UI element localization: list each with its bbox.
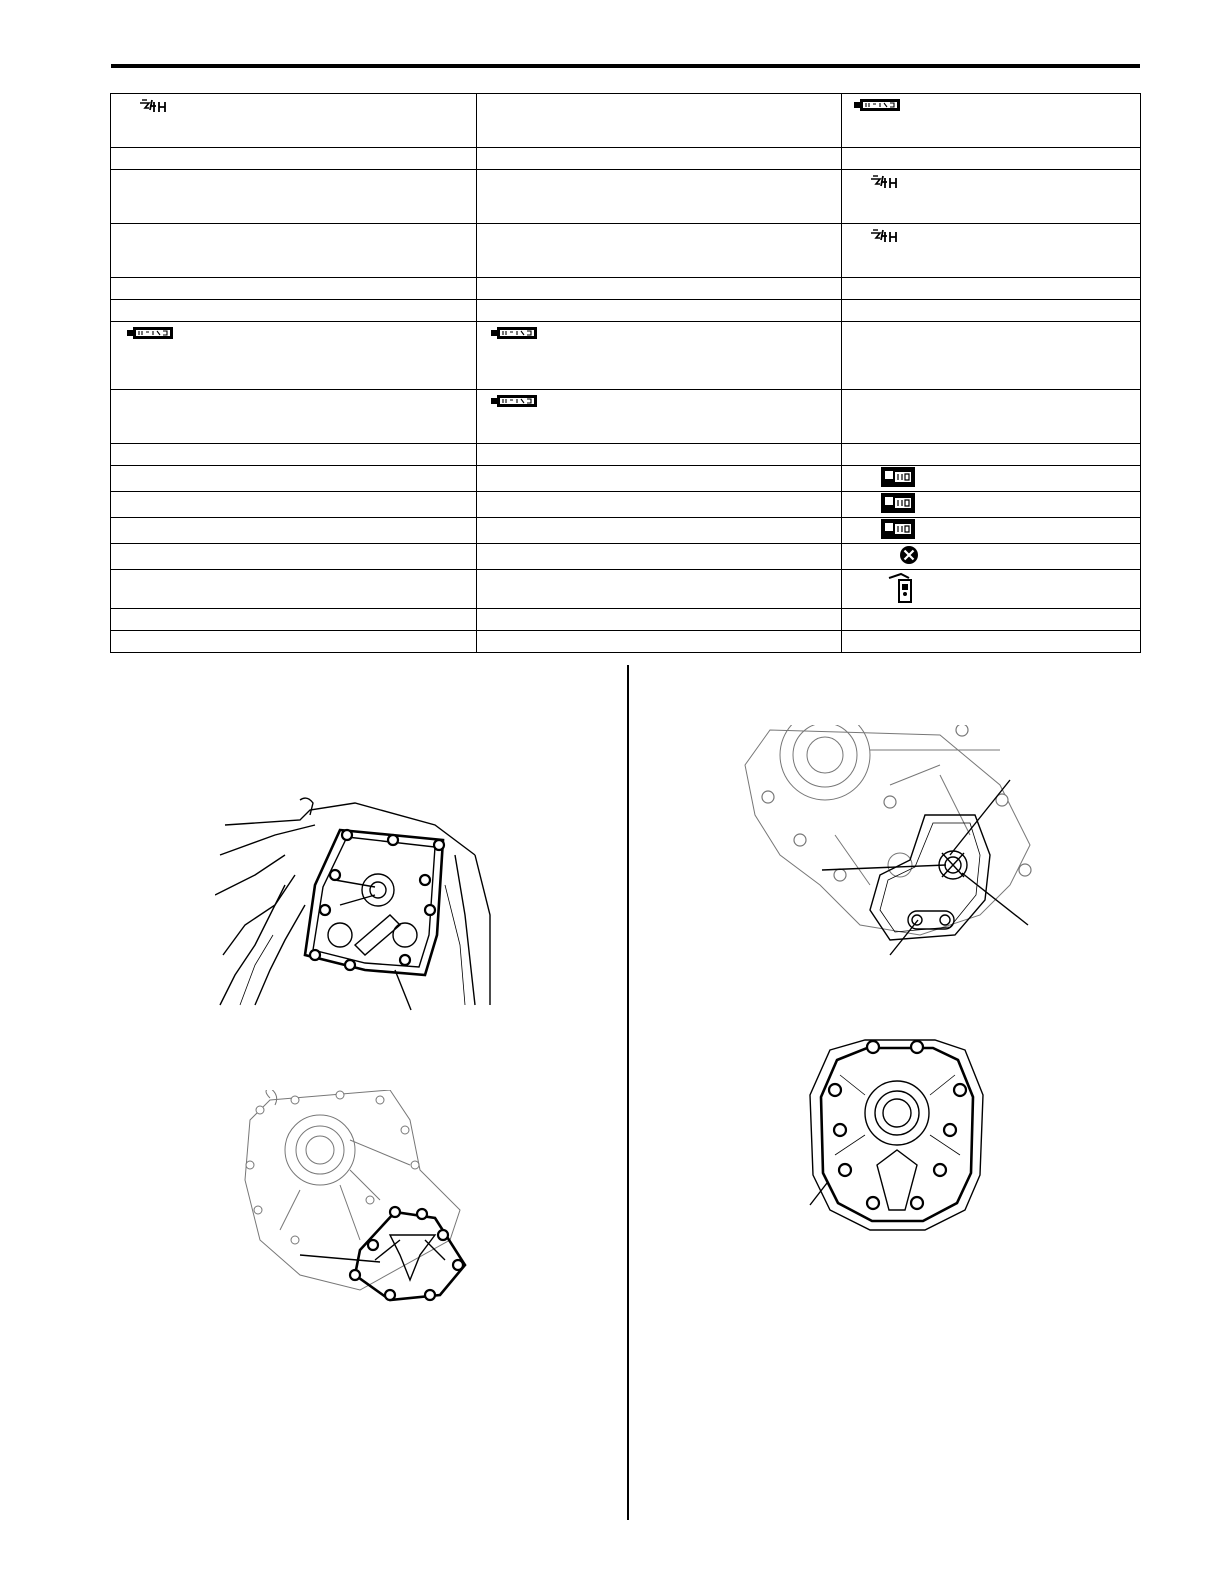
oil-pump-figure [740, 725, 1040, 960]
grease-gun-icon [887, 572, 913, 604]
table-cell [111, 444, 477, 466]
table-cell [111, 322, 477, 390]
table-row [111, 492, 1141, 518]
table-cell [111, 300, 477, 322]
table-cell [477, 224, 842, 278]
case-cover-figure [240, 1090, 480, 1305]
4wd-oil-icon [868, 228, 904, 246]
table-row [111, 148, 1141, 170]
torque-icon [881, 519, 915, 539]
table-cell [842, 492, 1141, 518]
sealant-icon [491, 326, 539, 342]
table-cell [842, 300, 1141, 322]
table-cell [842, 444, 1141, 466]
table-cell [111, 148, 477, 170]
table-cell [842, 570, 1141, 609]
table-cell [842, 609, 1141, 631]
table-row [111, 94, 1141, 148]
table-cell [477, 444, 842, 466]
table-cell [477, 278, 842, 300]
table-cell [842, 631, 1141, 653]
4wd-oil-icon [137, 98, 173, 116]
table-cell [842, 148, 1141, 170]
table-row [111, 300, 1141, 322]
table-cell [477, 94, 842, 148]
table-cell [842, 322, 1141, 390]
table-cell [111, 544, 477, 570]
table-row [111, 322, 1141, 390]
do-not-reuse-icon [899, 545, 919, 565]
column-divider [627, 665, 629, 1520]
table-cell [111, 609, 477, 631]
table-row [111, 224, 1141, 278]
table-row [111, 544, 1141, 570]
table-cell [477, 300, 842, 322]
table-cell [842, 94, 1141, 148]
table-row [111, 570, 1141, 609]
table-cell [477, 570, 842, 609]
table-cell [111, 492, 477, 518]
table-row [111, 444, 1141, 466]
table-row [111, 390, 1141, 444]
torque-icon [881, 493, 915, 513]
table-cell [842, 544, 1141, 570]
table-cell [842, 390, 1141, 444]
table-cell [477, 322, 842, 390]
table-cell [477, 492, 842, 518]
sealant-icon [127, 326, 175, 342]
table-cell [111, 94, 477, 148]
table-cell [111, 278, 477, 300]
table-cell [111, 570, 477, 609]
table-cell [111, 170, 477, 224]
table-cell [842, 278, 1141, 300]
table-cell [842, 466, 1141, 492]
table-row [111, 170, 1141, 224]
torque-icon [881, 467, 915, 487]
4wd-oil-icon [868, 174, 904, 192]
table-cell [477, 631, 842, 653]
table-cell [477, 148, 842, 170]
rear-case-figure [805, 1035, 990, 1235]
sealant-icon [854, 98, 902, 114]
table-row [111, 518, 1141, 544]
table-row [111, 278, 1141, 300]
table-cell [111, 224, 477, 278]
transfer-front-view-figure [215, 795, 495, 1015]
table-cell [477, 466, 842, 492]
table-cell [842, 518, 1141, 544]
service-spec-table [110, 93, 1141, 653]
table-cell [111, 631, 477, 653]
table-cell [477, 170, 842, 224]
table-cell [477, 544, 842, 570]
header-rule [111, 64, 1140, 68]
table-row [111, 609, 1141, 631]
table-cell [842, 170, 1141, 224]
table-row [111, 631, 1141, 653]
table-cell [111, 518, 477, 544]
table-cell [111, 390, 477, 444]
table-cell [477, 390, 842, 444]
table-cell [477, 609, 842, 631]
table-cell [842, 224, 1141, 278]
table-cell [477, 518, 842, 544]
table-row [111, 466, 1141, 492]
table-cell [111, 466, 477, 492]
sealant-icon [491, 394, 539, 410]
